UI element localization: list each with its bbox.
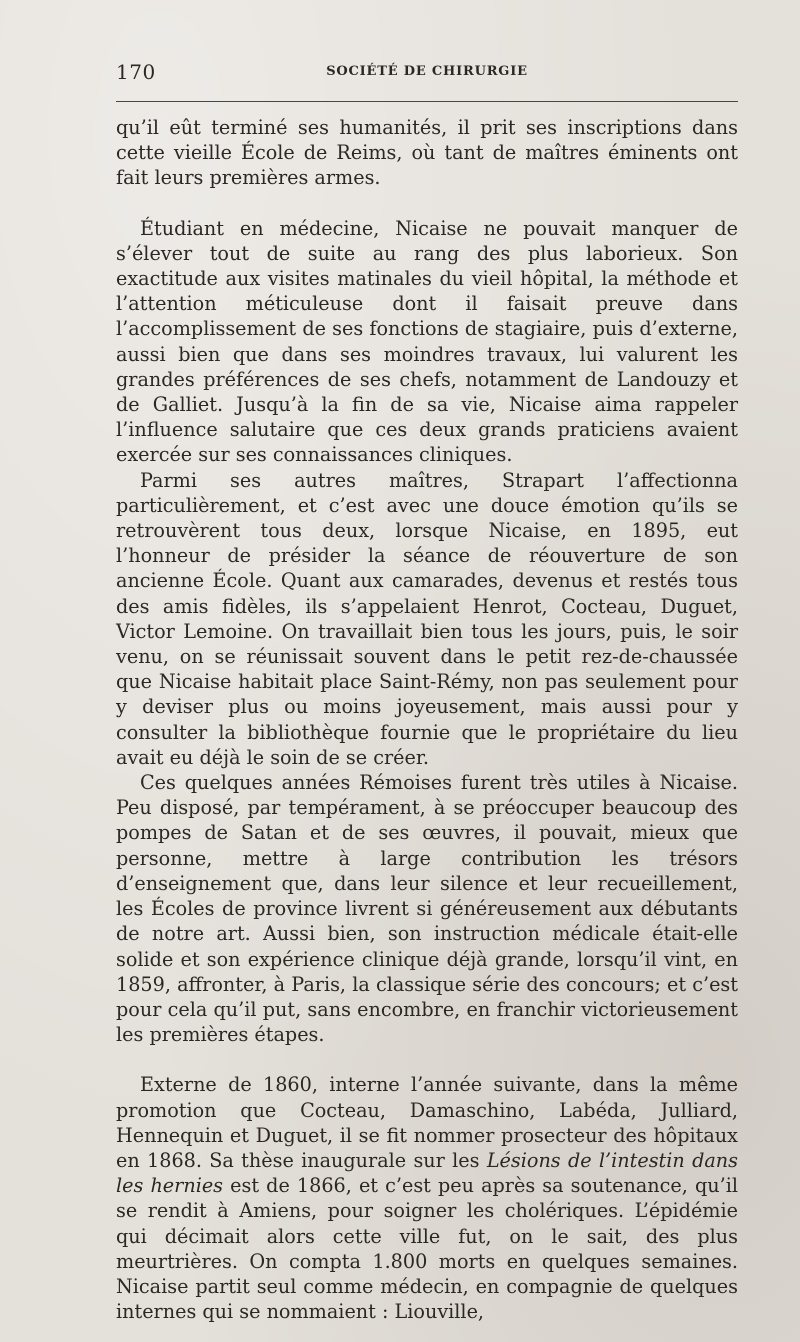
- paragraph: qu’il eût terminé ses humanités, il prit ses inscriptions dans cette vieille École de Reims, où tant de maîtres éminents ont fait leurs premières armes.: [116, 116, 738, 190]
- paragraph: Parmi ses autres maîtres, Strapart l’affectionna particulièrement, et c’est avec une douce émotion qu’ils se retrouvèrent tous deux, lorsque Nicaise, en 1895, eut l’honneur de présider la séance de réouverture de son ancienne École. Quant aux camarades, devenus et restés tous des amis fidèles, ils s’appelaient Henrot, Cocteau, Duguet, Victor Lemoine. On travaillait bien tous les jours, puis, le soir venu, on se réunissait souvent dans le petit rez-de-chaussée que Nicaise habitait place Saint-Rémy, non pas seulement pour y deviser plus ou moins joyeusement, mais aussi pour y consulter la bibliothèque fournie que le propriétaire du lieu avait eu déjà le soin de se créer.: [116, 468, 738, 769]
- paragraph-text: Externe de 1860, interne l’année suivante, dans la même promotion que Cocteau, Damaschino, Labéda, Julliard, Hennequin et Duguet, il se fit nommer prosecteur des hôpitaux en 1868. Sa thèse inaugurale sur les: [116, 1073, 738, 1172]
- page-number: 170: [116, 60, 156, 84]
- paragraph: Ces quelques années Rémoises furent très utiles à Nicaise. Peu disposé, par tempérament, à se préoccuper beaucoup des pompes de Satan et de ses œuvres, il pouvait, mieux que personne, mettre à large contribution les trésors d’enseignement que, dans leur silence et leur recueillement, les Écoles de province livrent si généreusement aux débutants de notre art. Aussi bien, son instruction médicale était-elle solide et son expérience clinique déjà grande, lorsqu’il vint, en 1859, affronter, à Paris, la classique série des concours; et c’est pour cela qu’il put, sans encombre, en franchir victorieusement les premières étapes.: [116, 771, 738, 1047]
- paragraph: [116, 1072, 738, 1324]
- thesis-title: Lésions de l’intestin dans les hernies: [116, 1148, 739, 1198]
- running-head: SOCIÉTÉ DE CHIRURGIE: [326, 64, 528, 79]
- page-header: [116, 60, 738, 90]
- header-rule: [116, 101, 738, 102]
- body-text: [116, 115, 738, 1324]
- paragraph: Étudiant en médecine, Nicaise ne pouvait manquer de s’élever tout de suite au rang des plus laborieux. Son exactitude aux visites matinales du vieil hôpital, la méthode et l’attention méticuleuse dont il faisait preuve dans l’accomplissement de ses fonctions de stagiaire, puis d’externe, aussi bien que dans ses moindres travaux, lui valurent les grandes préférences de ses chefs, notamment de Landouzy et de Galliet. Jusqu’à la fin de sa vie, Nicaise aima rappeler l’influence salutaire que ces deux grands praticiens avaient exercée sur ses connaissances cliniques.: [116, 216, 738, 467]
- paragraph-text: est de 1866, et c’est peu après sa soutenance, qu’il se rendit à Amiens, pour soigner les cholériques. L’épidémie qui décimait alors cette ville fut, on le sait, des plus meurtrières. On compta 1.800 morts en quelques semaines. Nicaise partit seul comme médecin, en compagnie de quelques internes qui se nommaient : Liouville,: [116, 1174, 738, 1324]
